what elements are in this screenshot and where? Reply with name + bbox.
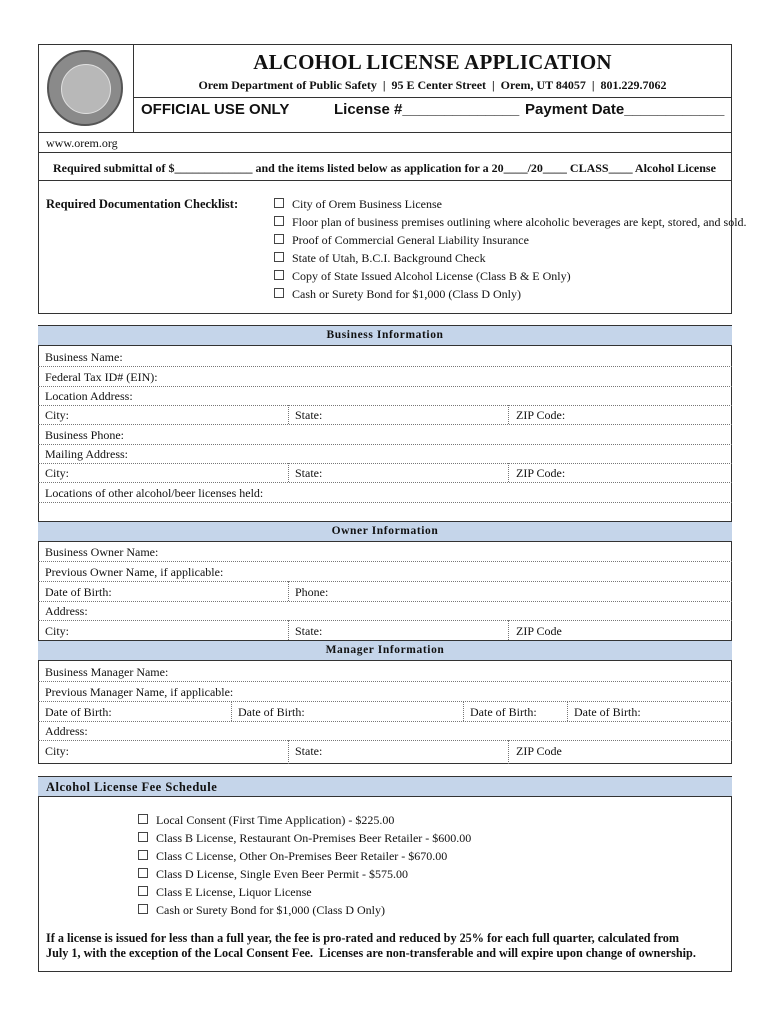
- manager-dob-field[interactable]: Date of Birth:: [470, 705, 537, 719]
- checkbox-icon[interactable]: [138, 850, 148, 860]
- checkbox-icon[interactable]: [138, 868, 148, 878]
- checkbox-icon[interactable]: [274, 270, 284, 280]
- checkbox-icon[interactable]: [274, 234, 284, 244]
- section-title: Alcohol License Fee Schedule: [46, 780, 218, 794]
- fee-item[interactable]: Cash or Surety Bond for $1,000 (Class D Only): [138, 903, 385, 918]
- manager-zip-field[interactable]: ZIP Code: [516, 744, 562, 758]
- manager-dob-field[interactable]: Date of Birth:: [238, 705, 305, 719]
- website-link[interactable]: www.orem.org: [46, 136, 118, 150]
- checklist-item[interactable]: Cash or Surety Bond for $1,000 (Class D Only): [274, 287, 521, 302]
- fee-note-line1: If a license is issued for less than a full year, the fee is pro-rated and reduced by 25% for each full quarter, calculated from: [46, 931, 680, 945]
- manager-state-field[interactable]: State:: [295, 744, 323, 758]
- checklist-item[interactable]: Floor plan of business premises outlining where alcoholic beverages are kept, stored, and sold.: [274, 215, 747, 230]
- submittal-statement: Required submittal of $_____________ and the items listed below as application for a 20____/20____ CLASS____ Alcohol License: [53, 161, 716, 175]
- fee-item[interactable]: Class C License, Other On-Premises Beer Retailer - $670.00: [138, 849, 447, 864]
- mailing-zip-field[interactable]: ZIP Code:: [516, 466, 566, 480]
- checkbox-icon[interactable]: [138, 814, 148, 824]
- checkbox-icon[interactable]: [138, 832, 148, 842]
- website-divider: [38, 152, 732, 153]
- manager-info-header: [38, 640, 732, 661]
- checklist-item[interactable]: Copy of State Issued Alcohol License (Class B & E Only): [274, 269, 571, 284]
- owner-info-header: [38, 521, 732, 542]
- section-title: Business Information: [326, 329, 444, 341]
- address-divider: [133, 97, 732, 98]
- fee-schedule-header: [38, 776, 732, 797]
- checklist-title: Required Documentation Checklist:: [46, 197, 239, 211]
- official-use-label: OFFICIAL USE ONLY: [141, 101, 290, 118]
- owner-dob-field[interactable]: Date of Birth:: [45, 585, 112, 599]
- city-field[interactable]: City:: [45, 408, 70, 422]
- manager-name-field[interactable]: Business Manager Name:: [45, 665, 169, 679]
- owner-phone-field[interactable]: Phone:: [295, 585, 329, 599]
- fee-note-line2: July 1, with the exception of the Local Consent Fee. Licenses are non-transferable and will expire upon change of ownership.: [46, 946, 696, 960]
- submittal-divider: [38, 180, 732, 181]
- owner-city-field[interactable]: City:: [45, 624, 70, 638]
- owner-name-field[interactable]: Business Owner Name:: [45, 545, 159, 559]
- previous-owner-field[interactable]: Previous Owner Name, if applicable:: [45, 565, 224, 579]
- mailing-city-field[interactable]: City:: [45, 466, 70, 480]
- checkbox-icon[interactable]: [274, 216, 284, 226]
- fee-item[interactable]: Class B License, Restaurant On-Premises Beer Retailer - $600.00: [138, 831, 471, 846]
- ein-field[interactable]: Federal Tax ID# (EIN):: [45, 370, 158, 384]
- checkbox-icon[interactable]: [138, 886, 148, 896]
- manager-city-field[interactable]: City:: [45, 744, 70, 758]
- fee-item[interactable]: Class E License, Liquor License: [138, 885, 312, 900]
- checklist-item[interactable]: City of Orem Business License: [274, 197, 442, 212]
- owner-zip-field[interactable]: ZIP Code: [516, 624, 562, 638]
- manager-address-field[interactable]: Address:: [45, 724, 88, 738]
- payment-date-field[interactable]: Payment Date____________: [525, 101, 725, 118]
- owner-address-field[interactable]: Address:: [45, 604, 88, 618]
- section-title: Owner Information: [331, 525, 439, 537]
- header-divider: [38, 132, 732, 133]
- state-field[interactable]: State:: [295, 408, 323, 422]
- owner-state-field[interactable]: State:: [295, 624, 323, 638]
- business-phone-field[interactable]: Business Phone:: [45, 428, 125, 442]
- checklist-item[interactable]: State of Utah, B.C.I. Background Check: [274, 251, 486, 266]
- other-licenses-field[interactable]: Locations of other alcohol/beer licenses held:: [45, 486, 264, 500]
- checkbox-icon[interactable]: [274, 252, 284, 262]
- mailing-address-field[interactable]: Mailing Address:: [45, 447, 128, 461]
- page-title: ALCOHOL LICENSE APPLICATION: [253, 50, 612, 74]
- business-name-field[interactable]: Business Name:: [45, 350, 123, 364]
- fee-item[interactable]: Class D License, Single Even Beer Permit - $575.00: [138, 867, 408, 882]
- zip-field[interactable]: ZIP Code:: [516, 408, 566, 422]
- section-title: Manager Information: [325, 644, 445, 656]
- fee-item[interactable]: Local Consent (First Time Application) - $225.00: [138, 813, 394, 828]
- license-number-field[interactable]: License #______________: [334, 101, 520, 118]
- location-address-field[interactable]: Location Address:: [45, 389, 133, 403]
- checkbox-icon[interactable]: [138, 904, 148, 914]
- business-info-header: [38, 325, 732, 346]
- previous-manager-field[interactable]: Previous Manager Name, if applicable:: [45, 685, 234, 699]
- department-address: Orem Department of Public Safety | 95 E Center Street | Orem, UT 84057 | 801.229.7062: [198, 78, 667, 92]
- manager-dob-field[interactable]: Date of Birth:: [45, 705, 112, 719]
- manager-dob-field[interactable]: Date of Birth:: [574, 705, 641, 719]
- checkbox-icon[interactable]: [274, 288, 284, 298]
- checklist-item[interactable]: Proof of Commercial General Liability Insurance: [274, 233, 529, 248]
- mailing-state-field[interactable]: State:: [295, 466, 323, 480]
- checkbox-icon[interactable]: [274, 198, 284, 208]
